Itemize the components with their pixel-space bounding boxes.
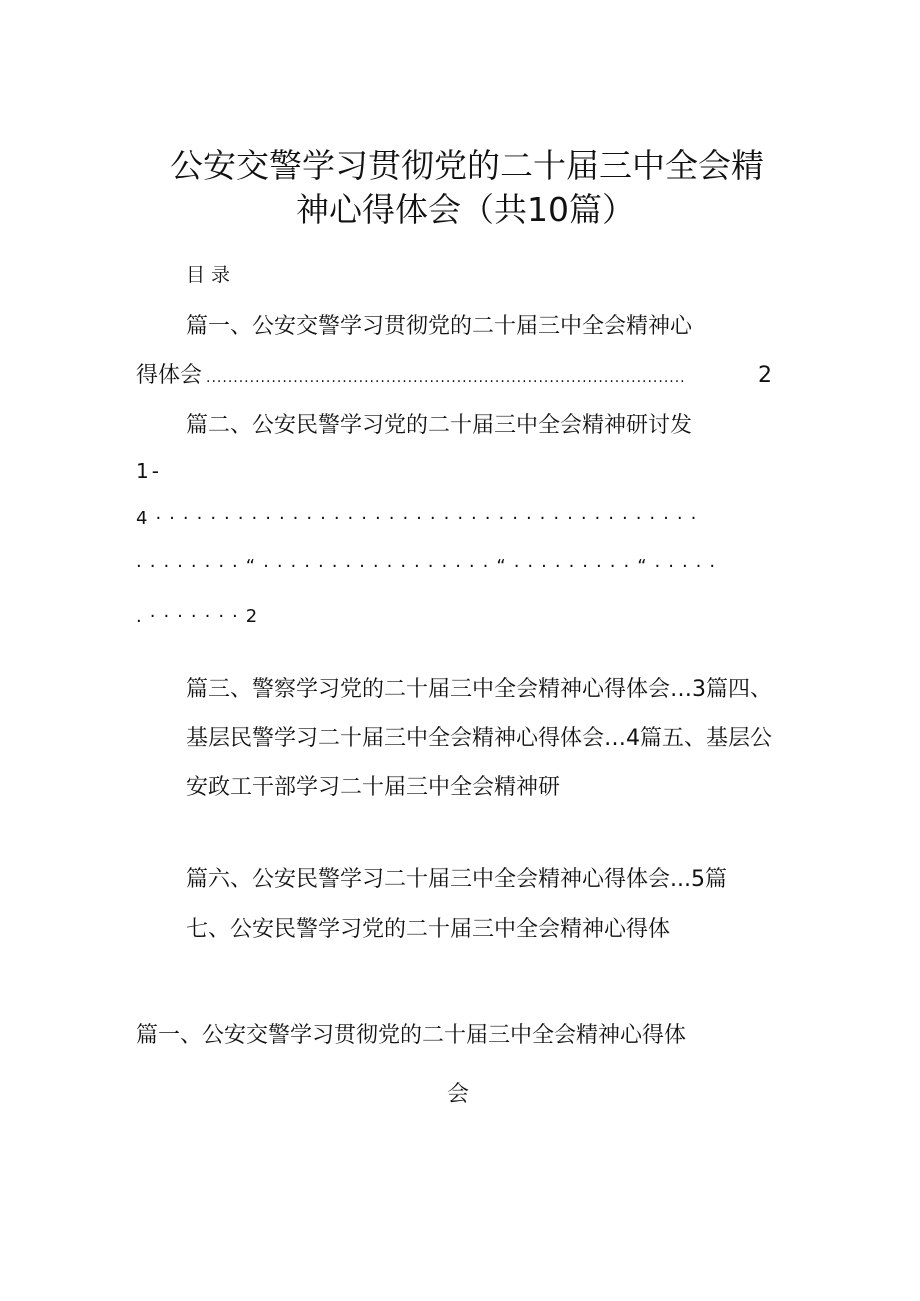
toc-entry-6-line-2[interactable]: 七、公安民警学习党的二十届三中全会精神心得体 <box>186 917 671 942</box>
toc-entry-1-text: 得体会 <box>136 363 203 388</box>
section-heading-line-2: 会 <box>447 1082 470 1107</box>
toc-entry-1-leader: ........................................................................................ <box>206 370 686 386</box>
toc-entry-2-dots-3: .·······2 <box>136 606 266 627</box>
toc-entry-2-line-1[interactable]: 篇二、公安民警学习党的二十届三中全会精神研讨发 <box>186 413 693 438</box>
toc-entry-3-line-2[interactable]: 基层民警学习二十届三中全会精神心得体会…4篇五、基层公 <box>186 726 772 751</box>
toc-entry-1-line-1[interactable]: 篇一、公安交警学习贯彻党的二十届三中全会精神心 <box>186 314 693 339</box>
toc-entry-1-page: 2 <box>758 363 772 388</box>
toc-entry-1-line-2[interactable] <box>136 358 772 389</box>
toc-entry-3-line-3[interactable]: 安政工干部学习二十届三中全会精神研 <box>186 775 561 800</box>
section-heading-line-1: 篇一、公安交警学习贯彻党的二十届三中全会精神心得体 <box>136 1023 687 1048</box>
document-title-line-2: 神心得体会（共10篇） <box>296 190 635 229</box>
toc-entry-6-line-1[interactable]: 篇六、公安民警学习二十届三中全会精神心得体会...5篇 <box>186 867 727 892</box>
toc-heading: 目录 <box>186 264 237 286</box>
toc-entry-3-line-1[interactable]: 篇三、警察学习党的二十届三中全会精神心得体会…3篇四、 <box>186 677 772 702</box>
document-title-line-1: 公安交警学习贯彻党的二十届三中全会精 <box>170 146 764 185</box>
toc-entry-2-line-2: 1- <box>136 459 162 483</box>
toc-entry-2-dots-2: ········“·················“·········“····· <box>136 556 724 577</box>
toc-entry-2-dots-1: 4········································ <box>136 508 705 529</box>
